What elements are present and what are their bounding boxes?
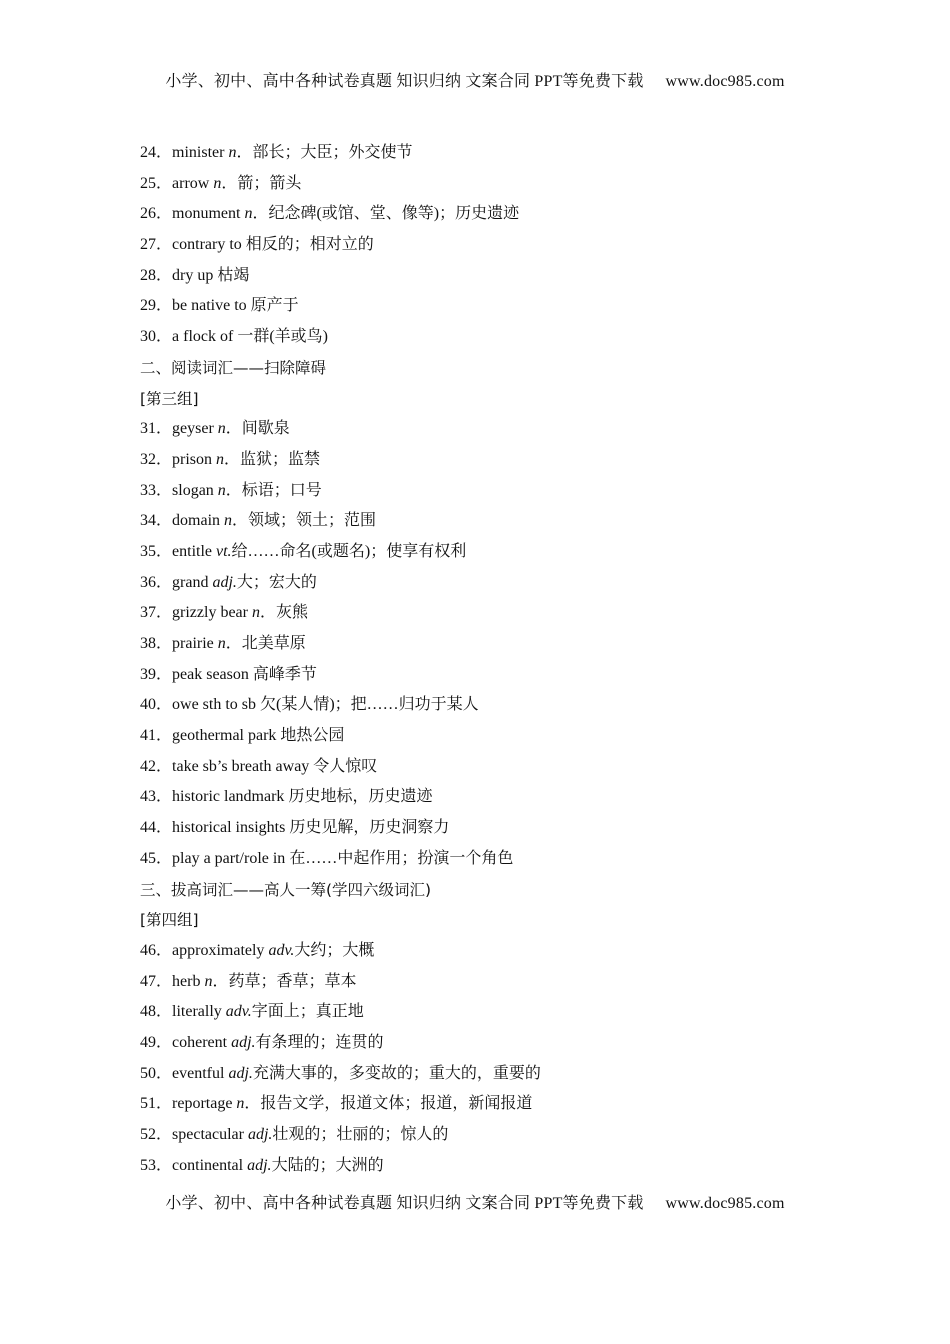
entry-part-of-speech: adj. bbox=[228, 1064, 253, 1082]
vocab-entry bbox=[140, 232, 840, 263]
entry-number: 53． bbox=[140, 1156, 173, 1174]
entry-word: prison bbox=[172, 450, 217, 468]
header-site-link[interactable]: www.doc985.com bbox=[665, 73, 785, 90]
entry-number: 37． bbox=[140, 604, 173, 622]
entry-number: 38． bbox=[140, 635, 173, 652]
entry-part-of-speech: n bbox=[216, 450, 225, 468]
entry-meaning: 大；宏大的 bbox=[236, 573, 317, 591]
entry-meaning: 壮观的；壮丽的；惊人的 bbox=[272, 1126, 449, 1143]
entry-number: 34． bbox=[140, 512, 173, 530]
entry-meaning: ．标语；口号 bbox=[225, 481, 322, 499]
entry-word: a flock of bbox=[172, 328, 238, 346]
vocab-entry bbox=[140, 969, 840, 1000]
entry-word: slogan bbox=[172, 481, 218, 499]
entry-part-of-speech: n bbox=[217, 635, 226, 652]
entry-word: eventful bbox=[172, 1064, 229, 1082]
vocabulary-list bbox=[140, 140, 840, 1183]
entry-number: 32． bbox=[140, 450, 173, 468]
group-label: [第四组] bbox=[140, 911, 199, 930]
entry-number: 25． bbox=[140, 174, 173, 192]
page-header bbox=[0, 68, 950, 91]
vocab-entry bbox=[140, 1153, 840, 1184]
entry-part-of-speech: n bbox=[224, 512, 233, 530]
entry-meaning: 一群(羊或鸟) bbox=[237, 328, 328, 346]
entry-meaning: ．领域；领土；范围 bbox=[232, 512, 377, 530]
vocab-entry bbox=[140, 723, 840, 754]
vocab-entry bbox=[140, 171, 840, 202]
entry-word: geyser bbox=[172, 420, 218, 438]
entry-word: owe sth to sb bbox=[172, 696, 261, 714]
entry-number: 44． bbox=[140, 819, 173, 837]
entry-number: 27． bbox=[140, 236, 173, 254]
entry-part-of-speech: adv. bbox=[225, 1003, 252, 1021]
entry-part-of-speech: n bbox=[236, 1095, 245, 1113]
entry-meaning: ．纪念碑(或馆、堂、像等)；历史遗迹 bbox=[252, 205, 520, 223]
entry-number: 49． bbox=[140, 1033, 173, 1051]
entry-word: historical insights bbox=[172, 819, 290, 837]
entry-part-of-speech: adj. bbox=[231, 1033, 256, 1051]
group-label: [第三组] bbox=[140, 389, 199, 408]
entry-part-of-speech: n bbox=[204, 972, 213, 990]
entry-part-of-speech: n bbox=[217, 420, 226, 438]
entry-meaning: ．药草；香草；草本 bbox=[212, 972, 357, 990]
entry-part-of-speech: adj. bbox=[247, 1126, 273, 1143]
footer-text: 小学、初中、高中各种试卷真题 知识归纳 文案合同 PPT等免费下载 bbox=[165, 1195, 644, 1212]
vocab-entry bbox=[140, 416, 840, 447]
entry-number: 43． bbox=[140, 788, 173, 806]
entry-number: 40． bbox=[140, 696, 173, 714]
footer-site-link[interactable]: www.doc985.com bbox=[665, 1195, 785, 1212]
entry-number: 48． bbox=[140, 1003, 173, 1021]
entry-word: grizzly bear bbox=[172, 604, 252, 622]
entry-meaning: 枯竭 bbox=[217, 266, 250, 284]
entry-word: approximately bbox=[172, 941, 269, 959]
vocab-entry bbox=[140, 478, 840, 509]
entry-meaning: ．部长；大臣；外交使节 bbox=[236, 144, 413, 161]
entry-number: 36． bbox=[140, 573, 173, 591]
entry-meaning: 大陆的；大洲的 bbox=[271, 1156, 384, 1174]
vocab-entry bbox=[140, 324, 840, 355]
entry-word: herb bbox=[172, 972, 205, 990]
vocab-entry bbox=[140, 662, 840, 693]
entry-number: 26． bbox=[140, 205, 173, 223]
entry-word: peak season bbox=[172, 665, 253, 683]
section-heading: 二、阅读词汇——扫除障碍 bbox=[140, 358, 327, 377]
vocab-entry bbox=[140, 508, 840, 539]
vocab-entry bbox=[140, 938, 840, 969]
entry-part-of-speech: vt. bbox=[216, 542, 232, 560]
vocab-entry bbox=[140, 600, 840, 631]
entry-meaning: 令人惊叹 bbox=[313, 757, 378, 775]
vocab-entry bbox=[140, 1030, 840, 1061]
entry-meaning: ．箭；箭头 bbox=[221, 174, 302, 192]
entry-word: take sb’s breath away bbox=[172, 757, 314, 775]
entry-number: 47． bbox=[140, 972, 173, 990]
entry-meaning: ．监狱；监禁 bbox=[224, 450, 321, 468]
vocab-entry bbox=[140, 140, 840, 171]
vocab-entry bbox=[140, 754, 840, 785]
entry-part-of-speech: adj. bbox=[247, 1156, 272, 1174]
entry-part-of-speech: n bbox=[213, 174, 222, 192]
entry-number: 39． bbox=[140, 665, 173, 683]
entry-meaning: ．间歇泉 bbox=[225, 420, 290, 438]
entry-word: continental bbox=[172, 1156, 248, 1174]
entry-word: contrary to bbox=[172, 236, 246, 254]
entry-part-of-speech: n bbox=[217, 481, 226, 499]
entry-meaning: 在……中起作用；扮演一个角色 bbox=[289, 849, 514, 867]
entry-number: 50． bbox=[140, 1064, 173, 1082]
entry-number: 41． bbox=[140, 727, 173, 745]
entry-word: reportage bbox=[172, 1095, 237, 1113]
entry-meaning: ．报告文学，报道文体；报道，新闻报道 bbox=[244, 1095, 533, 1113]
entry-word: geothermal park bbox=[172, 727, 281, 745]
entry-meaning: 字面上；真正地 bbox=[251, 1003, 364, 1021]
entry-number: 24． bbox=[140, 144, 173, 161]
vocab-entry bbox=[140, 846, 840, 877]
entry-number: 42． bbox=[140, 757, 173, 775]
entry-word: arrow bbox=[172, 174, 214, 192]
vocab-entry bbox=[140, 1091, 840, 1122]
entry-word: grand bbox=[172, 573, 213, 591]
page-footer bbox=[0, 1190, 950, 1213]
entry-part-of-speech: adv. bbox=[268, 941, 295, 959]
vocab-entry bbox=[140, 815, 840, 846]
entry-meaning: 充满大事的，多变故的；重大的，重要的 bbox=[252, 1064, 541, 1082]
entry-number: 30． bbox=[140, 328, 173, 346]
vocab-entry bbox=[140, 263, 840, 294]
entry-word: minister bbox=[172, 144, 229, 161]
entry-word: monument bbox=[172, 205, 245, 223]
entry-number: 28． bbox=[140, 266, 173, 284]
vocab-entry bbox=[140, 1061, 840, 1092]
entry-word: entitle bbox=[172, 542, 216, 560]
entry-number: 45． bbox=[140, 849, 173, 867]
entry-word: domain bbox=[172, 512, 225, 530]
entry-number: 52． bbox=[140, 1126, 173, 1143]
vocab-entry bbox=[140, 1122, 840, 1153]
vocab-entry bbox=[140, 631, 840, 662]
entry-word: dry up bbox=[172, 266, 218, 284]
vocab-entry bbox=[140, 201, 840, 232]
vocab-entry bbox=[140, 539, 840, 570]
entry-number: 29． bbox=[140, 297, 173, 315]
entry-word: be native to bbox=[172, 297, 251, 315]
entry-meaning: 给……命名(或题名)；使享有权利 bbox=[231, 542, 467, 560]
entry-part-of-speech: n bbox=[228, 144, 237, 161]
entry-word: coherent bbox=[172, 1033, 232, 1051]
entry-part-of-speech: adj. bbox=[212, 573, 237, 591]
entry-meaning: 高峰季节 bbox=[252, 665, 317, 683]
entry-word: historic landmark bbox=[172, 788, 289, 806]
entry-meaning: 有条理的；连贯的 bbox=[255, 1033, 384, 1051]
section-heading: 三、拔高词汇——高人一筹(学四六级词汇) bbox=[140, 880, 432, 899]
entry-number: 51． bbox=[140, 1095, 173, 1113]
entry-word: prairie bbox=[172, 635, 218, 652]
entry-number: 33． bbox=[140, 481, 173, 499]
entry-meaning: 地热公园 bbox=[280, 727, 345, 745]
vocab-entry bbox=[140, 999, 840, 1030]
header-text: 小学、初中、高中各种试卷真题 知识归纳 文案合同 PPT等免费下载 bbox=[165, 73, 644, 90]
entry-part-of-speech: n bbox=[251, 604, 260, 622]
entry-word: literally bbox=[172, 1003, 226, 1021]
entry-number: 46． bbox=[140, 941, 173, 959]
vocab-entry bbox=[140, 293, 840, 324]
entry-meaning: 欠(某人情)；把……归功于某人 bbox=[260, 696, 479, 714]
entry-meaning: ．北美草原 bbox=[225, 635, 306, 652]
entry-word: play a part/role in bbox=[172, 849, 290, 867]
entry-meaning: 大约；大概 bbox=[294, 941, 375, 959]
entry-meaning: 历史地标，历史遗迹 bbox=[288, 788, 433, 806]
entry-word: spectacular bbox=[172, 1126, 248, 1143]
vocab-entry bbox=[140, 447, 840, 478]
entry-meaning: 相反的；相对立的 bbox=[245, 236, 374, 254]
entry-meaning: 原产于 bbox=[250, 297, 299, 315]
vocab-entry bbox=[140, 692, 840, 723]
entry-meaning: ．灰熊 bbox=[259, 604, 308, 622]
vocab-entry bbox=[140, 784, 840, 815]
entry-number: 35． bbox=[140, 542, 173, 560]
entry-number: 31． bbox=[140, 420, 173, 438]
entry-meaning: 历史见解，历史洞察力 bbox=[289, 819, 450, 837]
vocab-entry bbox=[140, 570, 840, 601]
entry-part-of-speech: n bbox=[244, 205, 253, 223]
